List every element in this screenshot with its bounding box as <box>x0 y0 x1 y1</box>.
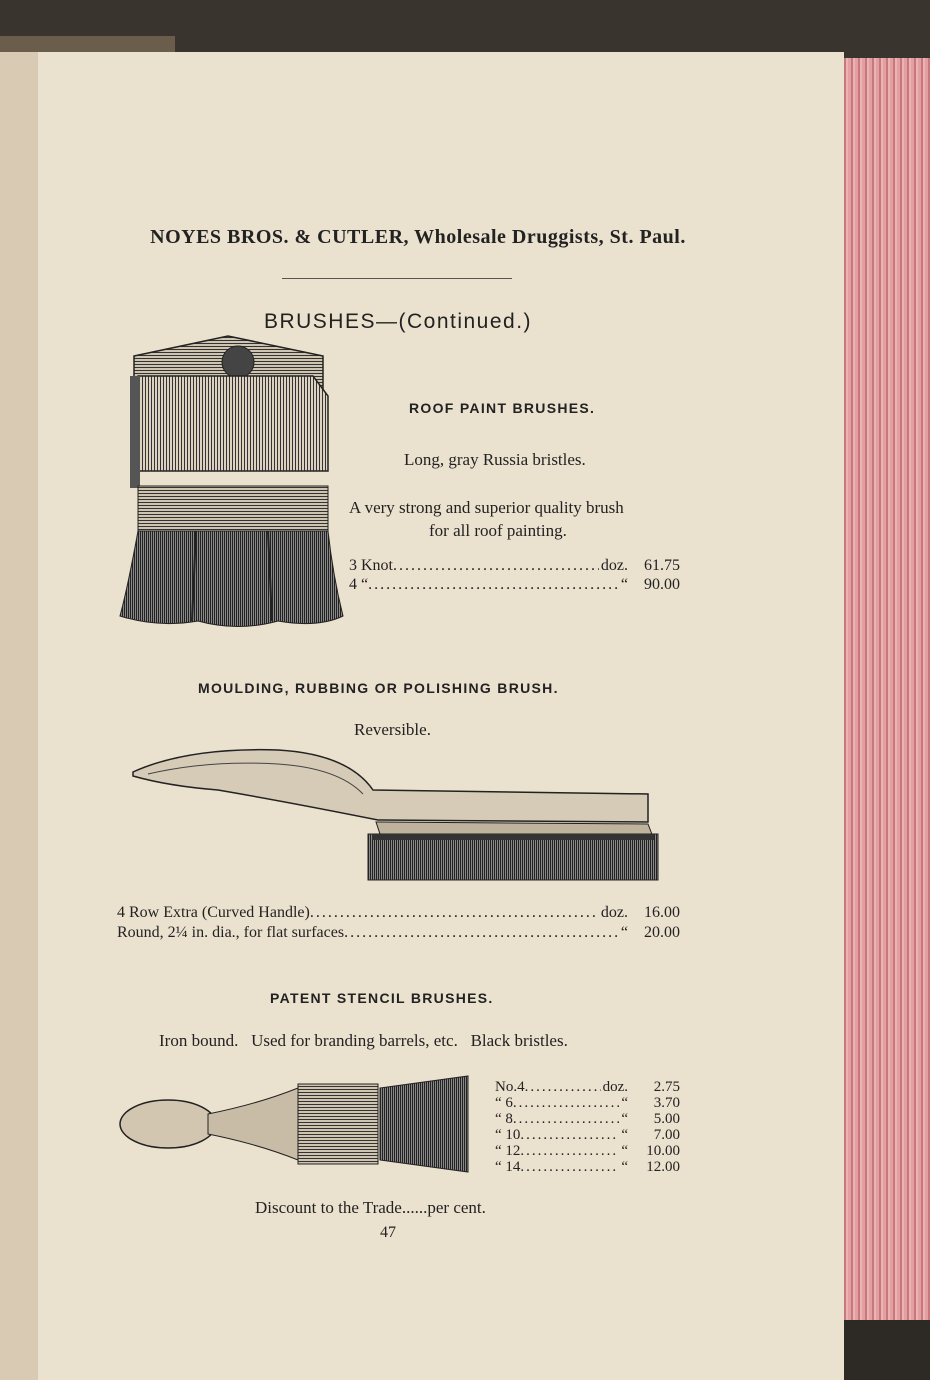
item-unit: doz. <box>600 904 628 921</box>
roof-price-row <box>349 576 680 594</box>
item-name: 3 Knot <box>349 557 393 574</box>
item-price: 5.00 <box>653 1111 680 1127</box>
leader-dots <box>525 1079 601 1096</box>
left-page-edge <box>0 52 40 1380</box>
item-unit: doz. <box>602 1079 628 1095</box>
stencil-description: Iron bound. Used for branding barrels, etc. Black bristles. <box>159 1031 568 1050</box>
moulding-brush-illustration <box>128 742 678 887</box>
item-unit: “ <box>621 1159 628 1175</box>
stencil-price-row <box>495 1127 680 1144</box>
item-name: “ 6 <box>495 1095 513 1111</box>
item-price: 10.00 <box>646 1143 680 1159</box>
roof-description-2: A very strong and superior quality brush <box>349 498 624 517</box>
stencil-brush-illustration <box>118 1074 478 1174</box>
stencil-price-row <box>495 1095 680 1112</box>
item-unit: “ <box>621 1095 628 1111</box>
roof-description-1: Long, gray Russia bristles. <box>404 450 586 469</box>
moulding-price-row <box>117 904 680 922</box>
item-name: “ 8 <box>495 1111 513 1127</box>
leader-dots <box>344 924 619 942</box>
discount-line: Discount to the Trade......per cent. <box>255 1198 486 1217</box>
item-name: “ 10 <box>495 1127 521 1143</box>
moulding-price-row <box>117 924 680 942</box>
leader-dots <box>513 1095 619 1112</box>
item-unit: “ <box>621 1143 628 1159</box>
item-name: “ 12 <box>495 1143 521 1159</box>
page-number: 47 <box>380 1224 396 1241</box>
leader-dots <box>520 1159 619 1176</box>
stencil-price-row <box>495 1159 680 1176</box>
item-unit: “ <box>620 924 628 941</box>
moulding-heading: MOULDING, RUBBING OR POLISHING BRUSH. <box>198 680 559 696</box>
item-price: 3.70 <box>653 1095 680 1111</box>
item-price: 90.00 <box>644 576 680 593</box>
roof-paint-brush-illustration <box>118 316 348 636</box>
item-name: No.4 <box>495 1079 525 1095</box>
item-price: 20.00 <box>644 924 680 941</box>
moulding-description: Reversible. <box>354 720 431 739</box>
stencil-price-row <box>495 1079 680 1096</box>
leader-dots <box>513 1111 619 1128</box>
item-unit: doz. <box>600 557 628 574</box>
leader-dots <box>520 1143 619 1160</box>
item-name: Round, 2¼ in. dia., for flat surfaces <box>117 924 345 941</box>
item-name: 4 “ <box>349 576 369 593</box>
leader-dots <box>368 576 619 594</box>
roof-heading: ROOF PAINT BRUSHES. <box>409 400 596 416</box>
header-rule <box>282 278 512 279</box>
item-price: 12.00 <box>646 1159 680 1175</box>
item-unit: “ <box>621 1127 628 1143</box>
item-price: 2.75 <box>653 1079 680 1095</box>
item-name: “ 14 <box>495 1159 521 1175</box>
item-name: 4 Row Extra (Curved Handle) <box>117 904 310 921</box>
page-header: NOYES BROS. & CUTLER, Wholesale Druggists, St. Paul. <box>150 226 686 248</box>
leader-dots <box>520 1127 619 1144</box>
item-price: 7.00 <box>653 1127 680 1143</box>
item-price: 16.00 <box>644 904 680 921</box>
item-unit: “ <box>620 576 628 593</box>
item-unit: “ <box>621 1111 628 1127</box>
catalog-page <box>38 52 844 1380</box>
leader-dots <box>310 904 599 922</box>
stencil-price-row <box>495 1143 680 1160</box>
stencil-price-row <box>495 1111 680 1128</box>
page-title: BRUSHES—(Continued.) <box>263 310 533 333</box>
stencil-heading: PATENT STENCIL BRUSHES. <box>270 990 494 1006</box>
roof-description-3: for all roof painting. <box>429 521 567 540</box>
leader-dots <box>393 557 599 575</box>
roof-price-row <box>349 557 680 575</box>
item-price: 61.75 <box>644 557 680 574</box>
